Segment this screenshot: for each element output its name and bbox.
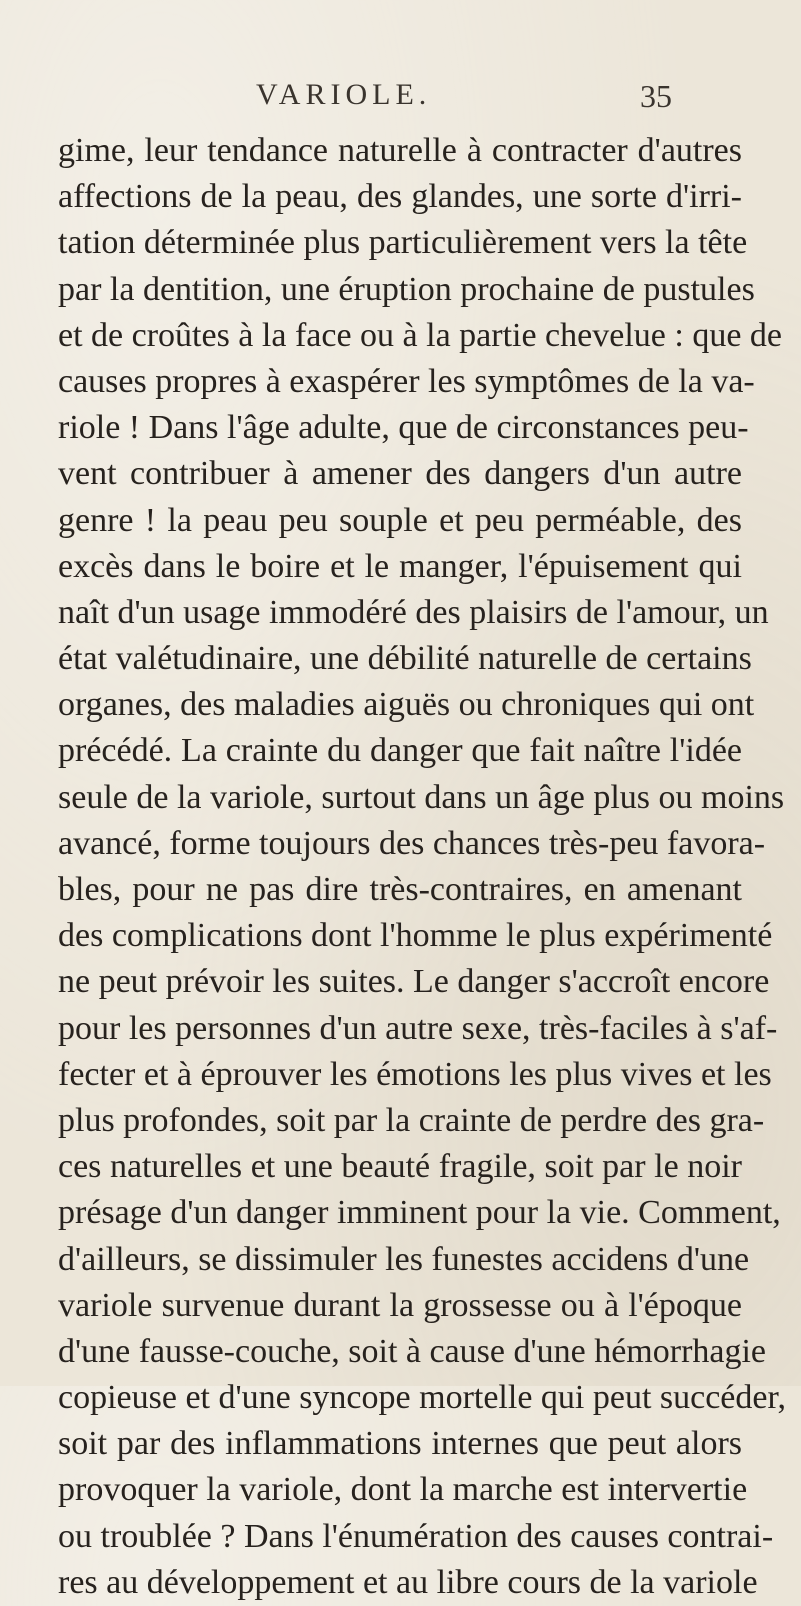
- text-line: affections de la peau, des glandes, une sorte d'irri-: [58, 178, 742, 216]
- text-line: bles, pour ne pas dire très-contraires, en amenant: [58, 871, 742, 908]
- text-line: vent contribuer à amener des dangers d'un autre: [58, 455, 742, 493]
- text-line: d'ailleurs, se dissimuler les funestes accidens d'une: [58, 1240, 750, 1278]
- text-line: seule de la variole, surtout dans un âge plus ou moins: [58, 778, 785, 816]
- text-line: par la dentition, une éruption prochaine de pustules: [58, 270, 755, 308]
- text-line: ne peut prévoir les suites. Le danger s'accroît encore: [58, 963, 770, 1001]
- text-line: excès dans le boire et le manger, l'épuisement qui: [58, 547, 742, 585]
- running-head: [0, 78, 801, 118]
- text-line: d'une fausse-couche, soit à cause d'une hémorrhagie: [58, 1332, 767, 1370]
- text-line: pour les personnes d'un autre sexe, très-faciles à s'af-: [58, 1009, 778, 1047]
- text-line: provoquer la variole, dont la marche est intervertie: [58, 1471, 748, 1509]
- text-line: ces naturelles et une beauté fragile, soit par le noir: [58, 1148, 742, 1186]
- text-line: état valétudinaire, une débilité naturelle de certains: [58, 640, 752, 678]
- text-line: variole survenue durant la grossesse ou à l'époque: [58, 1286, 742, 1324]
- text-line: genre ! la peau peu souple et peu perméable, des: [58, 501, 742, 539]
- text-line: précédé. La crainte du danger que fait naître l'idée: [58, 732, 742, 770]
- text-line: des complications dont l'homme le plus expérimenté: [58, 917, 773, 955]
- text-line: plus profondes, soit par la crainte de perdre des gra-: [58, 1101, 765, 1139]
- text-line: gime, leur tendance naturelle à contracter d'autres: [58, 132, 742, 169]
- text-line: présage d'un danger imminent pour la vie. Comment,: [58, 1194, 781, 1232]
- text-line: et de croûtes à la face ou à la partie chevelue : que de: [58, 316, 782, 354]
- text-line: naît d'un usage immodéré des plaisirs de l'amour, un: [58, 593, 769, 631]
- text-line: riole ! Dans l'âge adulte, que de circonstances peu-: [58, 409, 749, 447]
- text-line: res au développement et au libre cours de la variole: [58, 1563, 758, 1601]
- text-line: fecter et à éprouver les émotions les plus vives et les: [58, 1055, 772, 1093]
- text-line: copieuse et d'une syncope mortelle qui peut succéder,: [58, 1379, 786, 1417]
- text-line: ou troublée ? Dans l'énumération des causes contrai-: [58, 1517, 774, 1555]
- text-line: organes, des maladies aiguës ou chroniques qui ont: [58, 686, 755, 724]
- page-number: 35: [640, 78, 672, 114]
- body-text: [58, 128, 786, 1606]
- text-line: causes propres à exaspérer les symptômes de la va-: [58, 362, 755, 400]
- text-line: tation déterminée plus particulièrement vers la tête: [58, 224, 748, 262]
- running-title: VARIOLE.: [256, 78, 432, 111]
- text-line: soit par des inflammations internes que peut alors: [58, 1425, 742, 1463]
- text-line: avancé, forme toujours des chances très-peu favora-: [58, 824, 766, 862]
